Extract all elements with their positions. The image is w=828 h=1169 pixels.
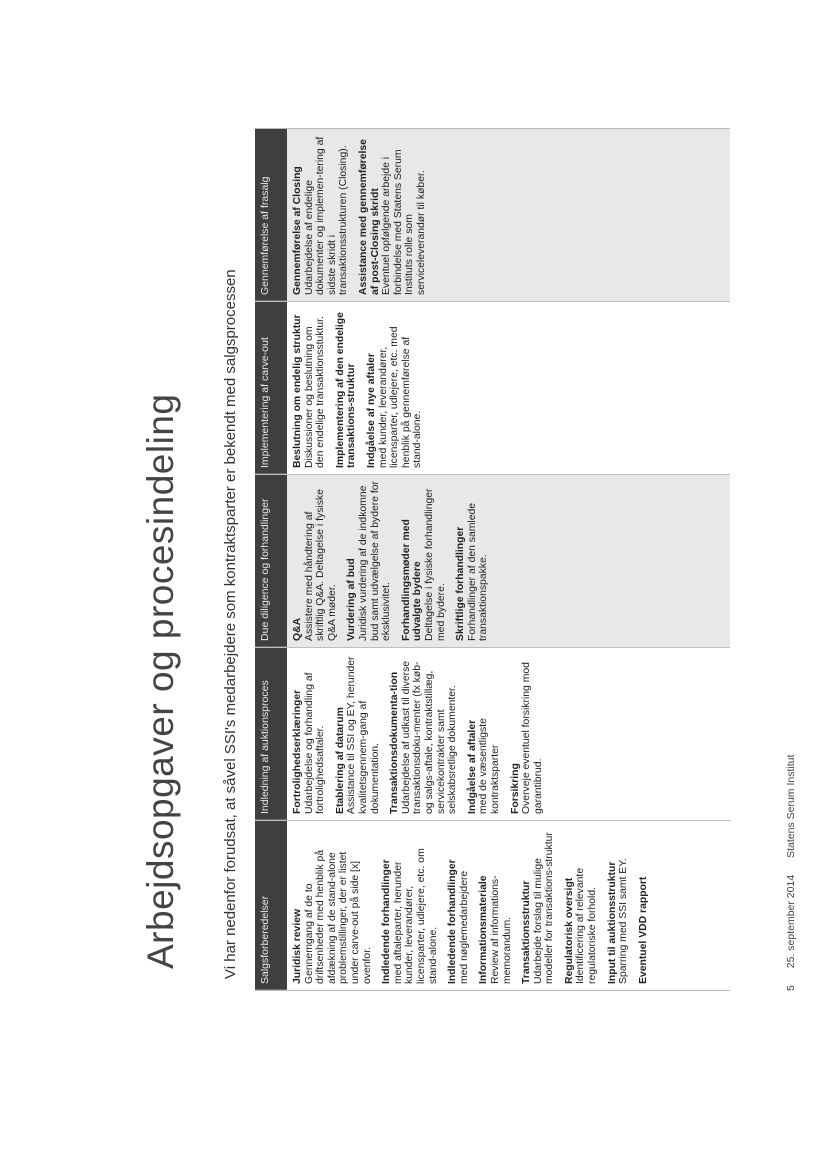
task-heading: Forsikring — [509, 763, 521, 814]
task-item — [292, 135, 350, 295]
task-item — [335, 308, 358, 468]
task-heading: Eventuel VDD rapport — [637, 876, 649, 984]
column-header: Implementering af carve-out — [255, 302, 287, 474]
task-text: Juridisk vurdering af de indkomne bud samt udvælgelse af bydere for eksklusivitet. — [357, 480, 393, 641]
task-text: Udarbejdelse og forhandling af fortrolighedsaftaler. — [303, 672, 327, 814]
task-heading: Input til auktionsstruktur — [606, 861, 618, 984]
task-heading: Juridisk review — [292, 908, 303, 984]
task-item — [346, 481, 392, 641]
task-item — [455, 481, 490, 641]
task-heading: Indledende forhandlinger — [447, 859, 459, 984]
page-number: 5 — [785, 985, 797, 991]
page-title: Arbejdsopgaver og procesindeling — [140, 393, 181, 969]
task-text: med aftaleparter, herunder kunder, leverandører, licensparter, udlejere, etc. om stand-alone. — [392, 848, 439, 984]
column-body — [287, 129, 730, 301]
task-heading: Transaktionsstruktur — [521, 880, 533, 984]
column-body — [287, 821, 730, 990]
task-text: Deltagelse i fysiske forhandlinger med bydere. — [423, 488, 447, 641]
task-text: Eventuel opfølgende arbejde i forbindelse med Statens Serum Instituts rolle som serviceleverandør til køber. — [381, 149, 427, 295]
process-table — [255, 128, 730, 991]
task-item — [292, 481, 338, 641]
column-header: Indledning af auktionsproces — [255, 648, 287, 820]
task-heading: Implementering af den endelige transaktions-struktur — [334, 312, 358, 468]
task-text: Forhandlinger af den samlede transaktionspakke. — [466, 502, 490, 641]
column-header: Salgsforberedelser — [255, 821, 287, 990]
column-header: Gennemførelse af frasalg — [255, 129, 287, 301]
task-item — [467, 654, 502, 814]
task-heading: Beslutning om endelig struktur — [292, 314, 303, 468]
column-body — [287, 648, 730, 820]
task-text: Udarbejdelse af udkast til diverse transaktionsdoku-menter (fx køb- og salgs-aftale, kontraktstillæg, servicekontrakter samt selskabsretlige dokumenter. — [400, 660, 459, 814]
task-text: Identificering af relevante regulatoriske forhold. — [575, 867, 599, 984]
task-item — [401, 481, 447, 641]
task-text: med de væsentligste kontraktsparter — [478, 718, 501, 814]
task-text: Overveje eventuel forsikring mod garantibrud. — [521, 662, 544, 814]
task-item — [510, 654, 545, 814]
footer-organization: Statens Serum Institut — [785, 754, 797, 858]
task-heading: Informationsmateriale — [478, 875, 490, 984]
task-heading: Indgåelse af aftaler — [466, 719, 478, 814]
task-text: Diskussioner og beslutning om den endelige transaktionsstuktur. — [303, 316, 327, 468]
column-due-diligence — [255, 475, 730, 648]
task-text: Assistere med håndtering af skriftlig Q&A. Deltagelse i fysiske Q&A møder. — [303, 489, 338, 641]
page-footer — [785, 741, 797, 991]
task-heading: Indledende forhandlinger — [381, 859, 393, 984]
task-heading: Fortrolighedserklæringer — [292, 689, 303, 814]
task-item — [292, 827, 373, 984]
task-heading: Regulatorisk oversigt — [563, 877, 575, 984]
task-item — [335, 654, 381, 814]
task-heading: Assistance med gennemførelse af post-Closing skridt — [357, 139, 381, 295]
task-item — [521, 827, 556, 984]
task-item — [366, 308, 424, 468]
footer-date: 25. september 2014 — [785, 874, 797, 969]
task-text: Udarbejde forslag til mulige modeller for transaktions-struktur — [532, 832, 556, 984]
column-gennemfoerelse — [255, 129, 730, 302]
task-item — [564, 827, 599, 984]
column-header: Due diligence og forhandlinger — [255, 475, 287, 647]
task-text: Udarbejdelse af endelige dokumenter og implemen-tering af sidste skridt i transaktionsstrukturen (Closing). — [303, 136, 350, 295]
task-item — [381, 827, 439, 984]
task-text: Sparring med SSI samt EY. — [618, 858, 630, 984]
task-heading: Transaktionsdokumenta-tion — [389, 671, 401, 814]
task-text: Assistance til SSI og EY, herunder kvalitetsgennem-gang af dokumentation. — [346, 656, 381, 814]
task-item — [292, 308, 327, 468]
task-text: Gennemgang af de to driftsenheder med henblik på afdækning af de stand-alone problemstillinger, der er listet under carve-out på side [x] ovenfor. — [303, 849, 373, 984]
page-subtitle: Vi har nedenfor forudsat, at såvel SSI's medarbejdere som kontraktsparter er bekendt med salgsprocessen — [222, 269, 239, 979]
task-heading: Gennemførelse af Closing — [292, 166, 303, 295]
task-item — [607, 827, 630, 984]
column-body — [287, 302, 730, 474]
task-heading: Skriftlige forhandlinger — [455, 526, 467, 641]
task-heading: Q&A — [292, 617, 303, 641]
task-heading: Vurdering af bud — [346, 558, 358, 641]
task-item — [292, 654, 327, 814]
column-salgsforberedelser — [255, 821, 730, 991]
task-heading: Indgåelse af nye aftaler — [365, 353, 377, 468]
task-heading: Forhandlingsmøder med udvalgte bydere — [400, 519, 424, 641]
task-item — [358, 135, 428, 295]
task-item — [447, 827, 470, 984]
column-implementering — [255, 302, 730, 475]
column-body — [287, 475, 730, 647]
task-item — [638, 827, 650, 984]
task-text: med nøglemedarbejdere — [458, 870, 470, 984]
task-heading: Etablering af datarum — [334, 707, 346, 814]
task-item — [389, 654, 459, 814]
column-indledning — [255, 648, 730, 821]
task-text: Review af informations-memorandum. — [489, 875, 513, 984]
task-item — [478, 827, 513, 984]
task-text: med kunder, leverandører, licensparter, udlejere, etc. med henblik på gennemførelse af stand-alone. — [377, 326, 424, 468]
